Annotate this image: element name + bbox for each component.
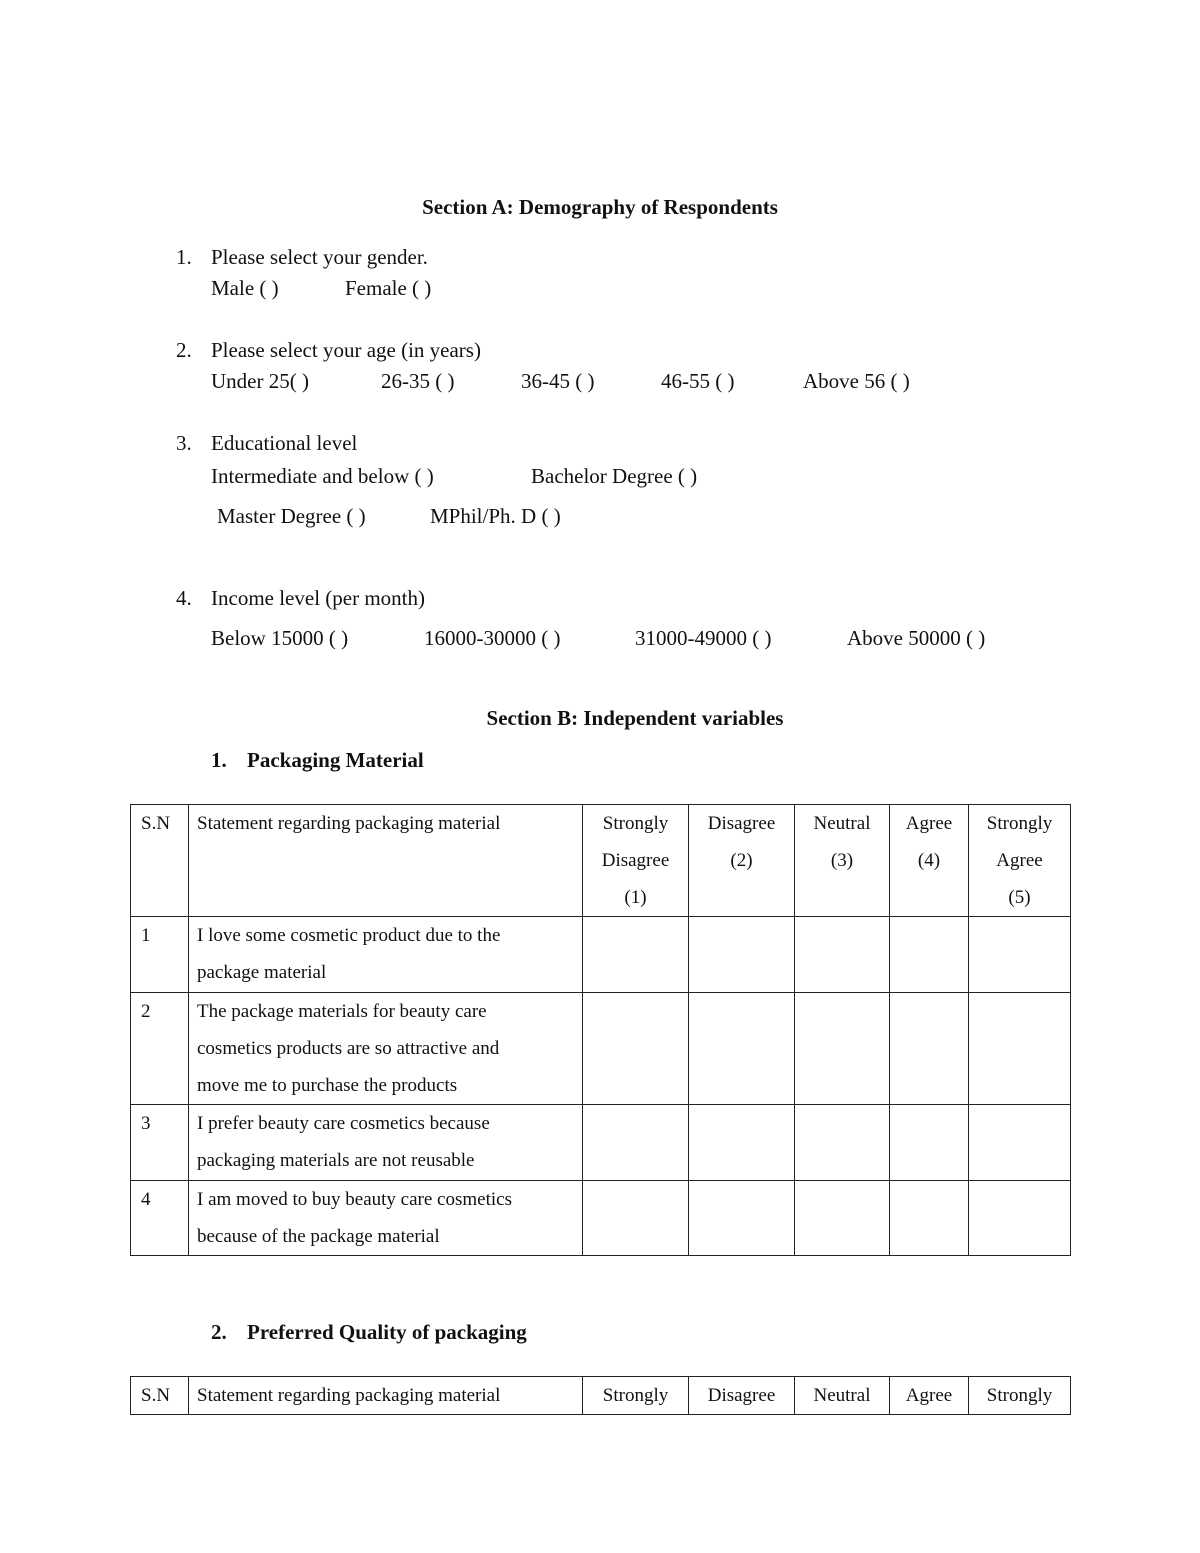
section-b-title: Section B: Independent variables (486, 706, 784, 730)
row-3-rating-1-cell[interactable] (583, 1105, 689, 1181)
table-row (131, 917, 1071, 993)
row-1-rating-1-cell[interactable] (583, 917, 689, 993)
row-2-rating-2-cell[interactable] (689, 993, 795, 1105)
education-option-intermediate[interactable]: Intermediate and below ( ) (211, 464, 434, 488)
header-sn: S.N (131, 805, 189, 917)
education-option-mphil-phd[interactable]: MPhil/Ph. D ( ) (430, 504, 561, 528)
education-option-master[interactable]: Master Degree ( ) (217, 504, 366, 528)
row-3-statement: I prefer beauty care cosmetics because packaging materials are not reusable (189, 1105, 583, 1181)
table-header-row (131, 805, 1071, 917)
header-strongly-agree: Strongly Agree (5) (969, 805, 1071, 917)
income-option-31000-49000[interactable]: 31000-49000 ( ) (635, 626, 772, 650)
question-3-text: Educational level (211, 431, 358, 455)
question-1-text: Please select your gender. (211, 245, 428, 269)
row-1-rating-4-cell[interactable] (890, 917, 969, 993)
header-disagree: Disagree (689, 1377, 795, 1415)
row-1-statement: I love some cosmetic product due to the package material (189, 917, 583, 993)
header-statement: Statement regarding packaging material (189, 1377, 583, 1415)
row-3-rating-3-cell[interactable] (795, 1105, 890, 1181)
row-4-rating-3-cell[interactable] (795, 1181, 890, 1256)
header-strongly-disagree: Strongly Disagree (1) (583, 805, 689, 917)
gender-option-female[interactable]: Female ( ) (345, 276, 432, 300)
subsection-2-title: Preferred Quality of packaging (247, 1320, 527, 1344)
row-2-rating-1-cell[interactable] (583, 993, 689, 1105)
row-3-sn: 3 (131, 1105, 189, 1181)
question-2-number: 2. (176, 338, 192, 362)
row-2-rating-5-cell[interactable] (969, 993, 1071, 1105)
row-3-rating-4-cell[interactable] (890, 1105, 969, 1181)
row-4-rating-4-cell[interactable] (890, 1181, 969, 1256)
section-a-title: Section A: Demography of Respondents (422, 195, 778, 219)
question-3-number: 3. (176, 431, 192, 455)
subsection-2-number: 2. (211, 1320, 227, 1344)
row-4-rating-2-cell[interactable] (689, 1181, 795, 1256)
row-3-rating-2-cell[interactable] (689, 1105, 795, 1181)
row-2-rating-3-cell[interactable] (795, 993, 890, 1105)
table-row (131, 1105, 1071, 1181)
header-statement: Statement regarding packaging material (189, 805, 583, 917)
header-disagree: Disagree (2) (689, 805, 795, 917)
table-header-row (131, 1377, 1071, 1415)
age-option-26-35[interactable]: 26-35 ( ) (381, 369, 455, 393)
row-2-rating-4-cell[interactable] (890, 993, 969, 1105)
header-neutral: Neutral (795, 1377, 890, 1415)
table-row (131, 993, 1071, 1105)
packaging-material-table (130, 804, 1071, 1256)
header-strongly-agree: Strongly (969, 1377, 1071, 1415)
income-option-16000-30000[interactable]: 16000-30000 ( ) (424, 626, 561, 650)
header-agree: Agree (4) (890, 805, 969, 917)
age-option-above-56[interactable]: Above 56 ( ) (803, 369, 910, 393)
header-strongly-disagree: Strongly (583, 1377, 689, 1415)
subsection-1-title: Packaging Material (247, 748, 424, 772)
row-4-statement: I am moved to buy beauty care cosmetics because of the package material (189, 1181, 583, 1256)
age-option-36-45[interactable]: 36-45 ( ) (521, 369, 595, 393)
income-option-below-15000[interactable]: Below 15000 ( ) (211, 626, 349, 650)
row-4-rating-1-cell[interactable] (583, 1181, 689, 1256)
row-3-rating-5-cell[interactable] (969, 1105, 1071, 1181)
row-4-sn: 4 (131, 1181, 189, 1256)
subsection-1-number: 1. (211, 748, 227, 772)
question-4-text: Income level (per month) (211, 586, 425, 610)
header-sn: S.N (131, 1377, 189, 1415)
question-1-number: 1. (176, 245, 192, 269)
header-neutral: Neutral (3) (795, 805, 890, 917)
income-option-above-50000[interactable]: Above 50000 ( ) (847, 626, 986, 650)
row-2-statement: The package materials for beauty care cosmetics products are so attractive and move me to purchase the products (189, 993, 583, 1105)
preferred-quality-table (130, 1376, 1071, 1415)
row-1-sn: 1 (131, 917, 189, 993)
question-4-number: 4. (176, 586, 192, 610)
row-1-rating-5-cell[interactable] (969, 917, 1071, 993)
row-4-rating-5-cell[interactable] (969, 1181, 1071, 1256)
gender-option-male[interactable]: Male ( ) (211, 276, 279, 300)
header-agree: Agree (890, 1377, 969, 1415)
education-option-bachelor[interactable]: Bachelor Degree ( ) (531, 464, 698, 488)
age-option-46-55[interactable]: 46-55 ( ) (661, 369, 735, 393)
row-2-sn: 2 (131, 993, 189, 1105)
row-1-rating-3-cell[interactable] (795, 917, 890, 993)
question-2-text: Please select your age (in years) (211, 338, 481, 362)
row-1-rating-2-cell[interactable] (689, 917, 795, 993)
age-option-under-25[interactable]: Under 25( ) (211, 369, 309, 393)
table-row (131, 1181, 1071, 1256)
